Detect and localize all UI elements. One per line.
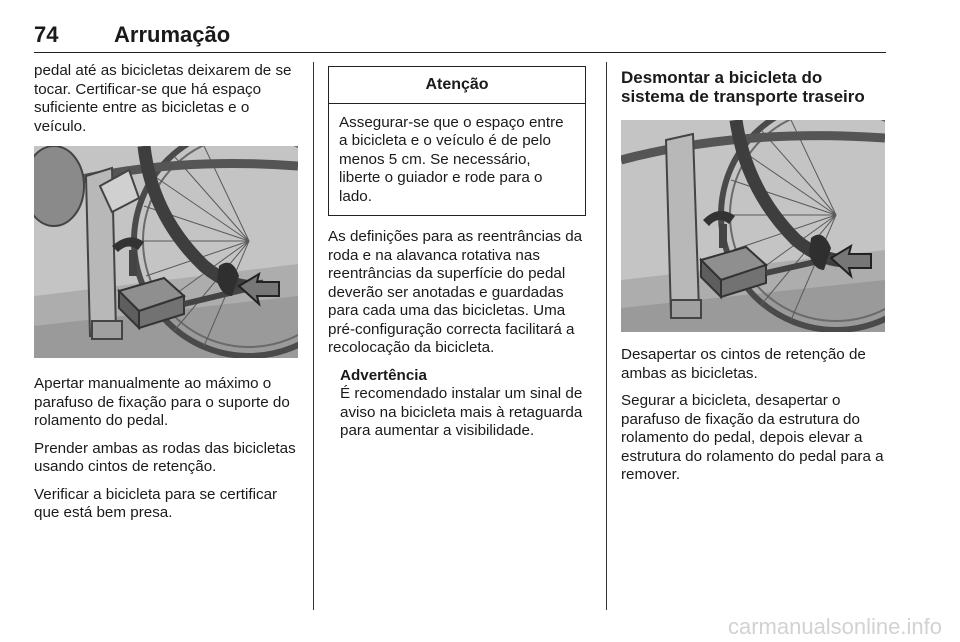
- illustration-pedal-removal: [621, 120, 885, 332]
- attention-body: Assegurar-se que o espaço entre a bicicleta e o veículo é de pelo menos 5 cm. Se necessário, liberte o guiador e rode para o lado.: [339, 113, 564, 205]
- intro-paragraph: pedal até as bicicletas deixarem de se tocar. Certificar-se que há espaço suficiente entre as bicicletas e o veículo.: [34, 62, 292, 135]
- column-middle: [328, 62, 592, 441]
- paragraph-tighten-screw: Apertar manualmente ao máximo o parafuso de fixação para o suporte do rolamento do pedal.: [34, 375, 290, 429]
- column-divider-2: [606, 62, 607, 610]
- watermark: carmanualsonline.info: [727, 614, 942, 639]
- column-left: [34, 62, 302, 532]
- section-heading: Desmontar a bicicleta do sistema de transporte traseiro: [621, 68, 865, 106]
- page-header: [34, 22, 886, 52]
- page-number: 74: [34, 22, 59, 47]
- warning-body: É recomendado instalar um sinal de aviso na bicicleta mais à retaguarda para aumentar a visibilidade.: [340, 385, 583, 439]
- attention-box: [328, 66, 586, 216]
- column-divider-1: [313, 62, 314, 610]
- warning-title: Advertência: [340, 366, 427, 384]
- warning-block: [328, 367, 592, 441]
- paragraph-check-secure: Verificar a bicicleta para se certificar que está bem presa.: [34, 485, 278, 521]
- column-right: [621, 62, 887, 494]
- illustration-pedal-mount: [34, 146, 298, 358]
- paragraph-release-straps: Desapertar os cintos de retenção de ambas as bicicletas.: [621, 346, 866, 382]
- paragraph-settings: As definições para as reentrâncias da roda e na alavanca rotativa nas reentrâncias da superfície do pedal deverão ser anotadas e guardadas para cada uma das bicicletas. Uma pré-configuração correcta facilitará a recolocação da bicicleta.: [328, 228, 583, 356]
- paragraph-strap-wheels: Prender ambas as rodas das bicicletas usando cintos de retenção.: [34, 439, 296, 475]
- attention-title: Atenção: [329, 67, 585, 104]
- paragraph-remove-pedal-holder: Segurar a bicicleta, desapertar o parafuso de fixação da estrutura do rolamento do pedal, depois elevar a estrutura do rolamento do pedal para a remover.: [621, 392, 884, 483]
- page-title: Arrumação: [114, 22, 231, 47]
- header-rule: [34, 52, 886, 53]
